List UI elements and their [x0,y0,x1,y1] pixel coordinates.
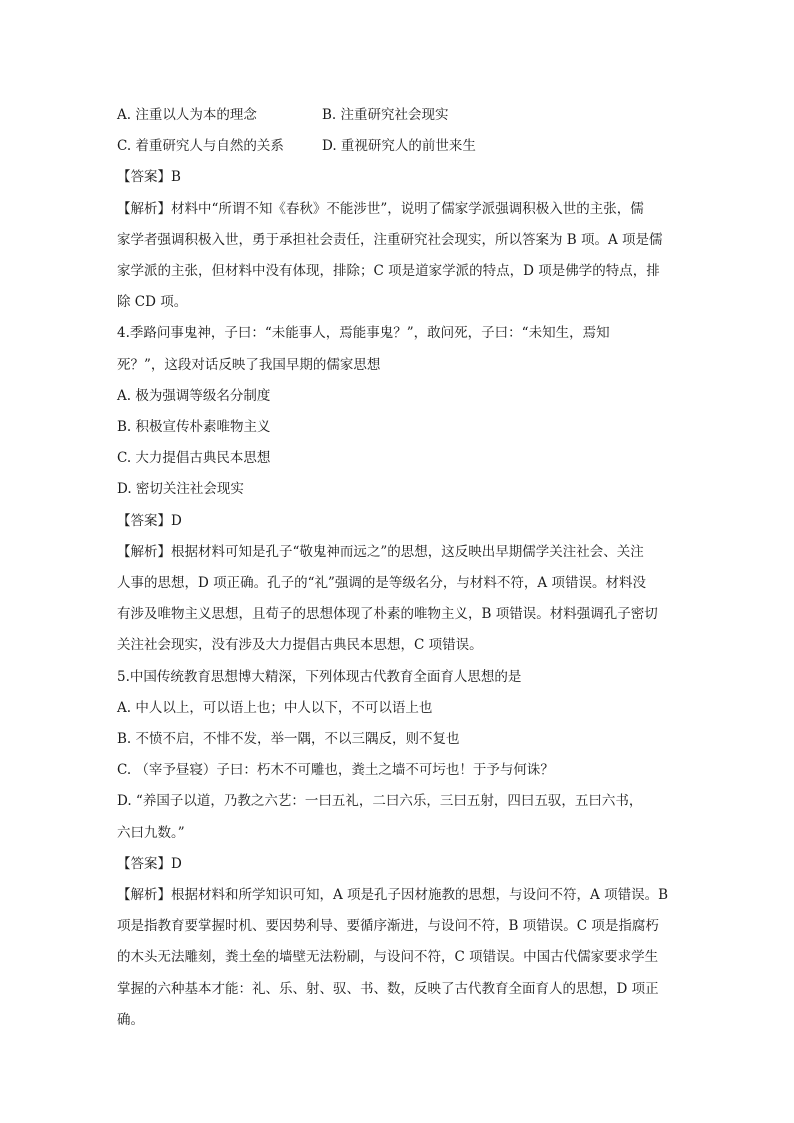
q5-analysis-line-1: 【解析】根据材料和所学知识可知，A 项是孔子因材施教的思想，与设问不符，A 项错误。B [117,887,669,904]
q3-analysis-line-2: 家学者强调积极入世，勇于承担社会责任，注重研究社会现实，所以答案为 B 项。A 项是儒 [117,231,663,248]
q3-option-c: C. 着重研究人与自然的关系 [117,138,284,155]
q4-analysis-line-1: 【解析】根据材料可知是孔子“敬鬼神而远之”的思想，这反映出早期儒学关注社会、关注 [117,543,644,560]
q3-options-row-1 [117,100,682,131]
q5-option-a: A. 中人以上，可以语上也；中人以下，不可以语上也 [117,699,433,716]
q4-analysis-line-2: 人事的思想，D 项正确。孔子的“礼”强调的是等级名分，与材料不符，A 项错误。材料没 [117,575,646,592]
q5-option-b: B. 不愤不启，不悱不发，举一隅，不以三隅反，则不复也 [117,731,460,748]
q5-answer: 【答案】D [117,855,182,872]
q3-analysis-line-4: 除 CD 项。 [117,294,188,311]
q3-option-d: D. 重视研究人的前世来生 [322,138,476,155]
q5-analysis-line-4: 掌握的六种基本才能：礼、乐、射、驭、书、数，反映了古代教育全面育人的思想，D 项正 [117,980,659,997]
q4-option-d: D. 密切关注社会现实 [117,481,244,498]
q4-stem-line-2: 死？”，这段对话反映了我国早期的儒家思想 [117,356,381,373]
q5-option-c: C. （宰予昼寝）子曰：朽木不可雕也，粪土之墙不可圬也！于予与何诛？ [117,762,554,779]
q3-analysis-line-1: 【解析】材料中“所谓不知《春秋》不能涉世”，说明了儒家学派强调积极入世的主张，儒 [117,200,644,217]
q4-analysis-line-3: 有涉及唯物主义思想，且荀子的思想体现了朴素的唯物主义，B 项错误。材料强调孔子密切 [117,606,658,623]
q4-analysis-line-4: 关注社会现实，没有涉及大力提倡古典民本思想，C 项错误。 [117,637,483,654]
q3-options-row-2 [117,131,682,162]
q3-analysis-line-3: 家学派的主张，但材料中没有体现，排除；C 项是道家学派的特点，D 项是佛学的特点，排 [117,263,660,280]
q5-analysis-line-5: 确。 [117,1011,144,1028]
q4-option-b: B. 积极宣传朴素唯物主义 [117,419,271,436]
q5-analysis-line-3: 的木头无法雕刻，粪土垒的墙壁无法粉刷，与设问不符，C 项错误。中国古代儒家要求学生 [117,949,659,966]
q4-answer: 【答案】D [117,512,182,529]
q4-option-c: C. 大力提倡古典民本思想 [117,450,271,467]
q3-answer: 【答案】B [117,169,181,186]
q4-stem-line-1: 4.季路问事鬼神，子曰：“未能事人，焉能事鬼？”，敢问死，子曰：“未知生，焉知 [117,325,610,342]
q4-option-a: A. 极为强调等级名分制度 [117,387,271,404]
q5-option-d-line-1: D. “养国子以道，乃教之六艺：一曰五礼，二曰六乐，三曰五射，四曰五驭，五曰六书， [117,793,643,810]
q3-option-a: A. 注重以人为本的理念 [117,107,257,123]
q3-option-b: B. 注重研究社会现实 [322,107,449,123]
q5-stem-line-1: 5.中国传统教育思想博大精深，下列体现古代教育全面育人思想的是 [117,668,522,685]
q5-analysis-line-2: 项是指教育要掌握时机、要因势利导、要循序渐进，与设问不符，B 项错误。C 项是指腐朽 [117,918,659,935]
document-page [117,100,682,1036]
q5-option-d-line-2: 六曰九数。” [117,824,185,841]
